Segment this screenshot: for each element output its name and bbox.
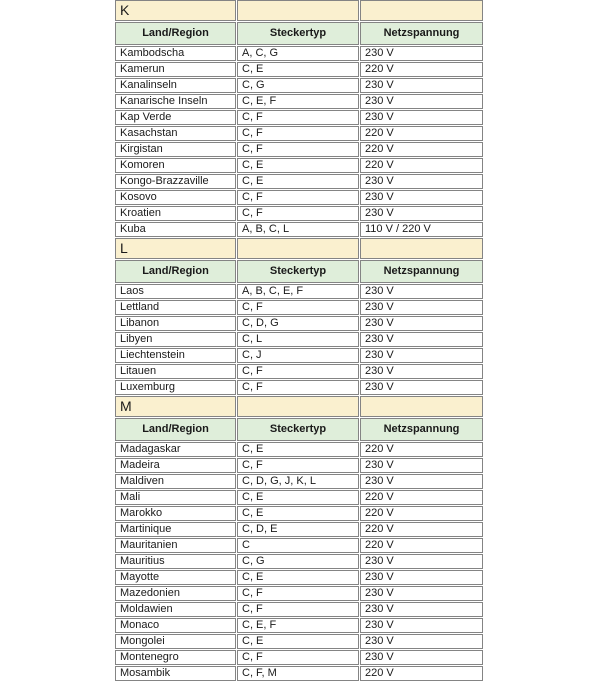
plug-type-cell: C, F — [237, 586, 359, 601]
voltage-cell: 230 V — [360, 618, 483, 633]
country-cell: Montenegro — [115, 650, 236, 665]
voltage-cell: 220 V — [360, 490, 483, 505]
plug-type-cell: C, D, G — [237, 316, 359, 331]
voltage-cell: 110 V / 220 V — [360, 222, 483, 237]
voltage-cell: 220 V — [360, 442, 483, 457]
country-cell: Libanon — [115, 316, 236, 331]
voltage-cell: 220 V — [360, 522, 483, 537]
voltage-cell: 230 V — [360, 174, 483, 189]
voltage-cell: 220 V — [360, 62, 483, 77]
country-cell: Martinique — [115, 522, 236, 537]
country-cell: Lettland — [115, 300, 236, 315]
voltage-cell: 230 V — [360, 94, 483, 109]
plug-type-cell: C, F — [237, 602, 359, 617]
plug-type-cell: C, D, E — [237, 522, 359, 537]
plug-type-cell: C, G — [237, 554, 359, 569]
table-row — [115, 570, 483, 585]
section-letter-row — [115, 238, 483, 259]
table-row — [115, 554, 483, 569]
country-cell: Monaco — [115, 618, 236, 633]
voltage-cell: 230 V — [360, 46, 483, 61]
table-row — [115, 62, 483, 77]
voltage-cell: 230 V — [360, 364, 483, 379]
voltage-cell: 230 V — [360, 206, 483, 221]
table-row — [115, 506, 483, 521]
table-row — [115, 666, 483, 681]
column-header: Land/Region — [115, 418, 236, 441]
column-header: Netzspannung — [360, 260, 483, 283]
country-cell: Liechtenstein — [115, 348, 236, 363]
plug-type-cell: C, F — [237, 190, 359, 205]
section-letter: M — [115, 396, 236, 417]
plug-type-cell: C, D, G, J, K, L — [237, 474, 359, 489]
table-row — [115, 206, 483, 221]
table-row — [115, 46, 483, 61]
country-cell: Kasachstan — [115, 126, 236, 141]
voltage-cell: 230 V — [360, 586, 483, 601]
column-header: Netzspannung — [360, 418, 483, 441]
plug-type-cell: C, E — [237, 490, 359, 505]
plug-type-cell: C, F — [237, 142, 359, 157]
country-cell: Mosambik — [115, 666, 236, 681]
voltage-cell: 230 V — [360, 554, 483, 569]
voltage-cell: 230 V — [360, 300, 483, 315]
country-cell: Litauen — [115, 364, 236, 379]
plug-type-cell: A, C, G — [237, 46, 359, 61]
country-cell: Libyen — [115, 332, 236, 347]
country-cell: Kamerun — [115, 62, 236, 77]
country-cell: Komoren — [115, 158, 236, 173]
voltage-cell: 220 V — [360, 126, 483, 141]
table-row — [115, 94, 483, 109]
voltage-cell: 230 V — [360, 570, 483, 585]
plug-type-cell: C, F — [237, 364, 359, 379]
section-empty-cell — [237, 0, 359, 21]
country-cell: Kap Verde — [115, 110, 236, 125]
column-header: Netzspannung — [360, 22, 483, 45]
section-letter-row — [115, 0, 483, 21]
table-row — [115, 650, 483, 665]
table-row — [115, 490, 483, 505]
voltage-cell: 230 V — [360, 650, 483, 665]
voltage-cell: 230 V — [360, 190, 483, 205]
country-cell: Kambodscha — [115, 46, 236, 61]
plug-type-cell: C, J — [237, 348, 359, 363]
country-cell: Madeira — [115, 458, 236, 473]
country-cell: Luxemburg — [115, 380, 236, 395]
section-empty-cell — [360, 238, 483, 259]
plug-type-cell: C, E — [237, 174, 359, 189]
table-row — [115, 602, 483, 617]
country-cell: Mongolei — [115, 634, 236, 649]
country-cell: Mauritius — [115, 554, 236, 569]
voltage-cell: 230 V — [360, 634, 483, 649]
plug-type-cell: C, E, F — [237, 94, 359, 109]
section-letter: L — [115, 238, 236, 259]
voltage-cell: 230 V — [360, 332, 483, 347]
table-row — [115, 300, 483, 315]
section-empty-cell — [360, 396, 483, 417]
plug-type-cell: C, E — [237, 506, 359, 521]
voltage-cell: 220 V — [360, 506, 483, 521]
table-row — [115, 442, 483, 457]
plug-type-cell: C, F — [237, 458, 359, 473]
country-cell: Mayotte — [115, 570, 236, 585]
table-row — [115, 284, 483, 299]
column-header: Land/Region — [115, 260, 236, 283]
plug-type-cell: C, F — [237, 110, 359, 125]
table-row — [115, 158, 483, 173]
country-cell: Kosovo — [115, 190, 236, 205]
country-cell: Kroatien — [115, 206, 236, 221]
voltage-cell: 230 V — [360, 474, 483, 489]
table-row — [115, 618, 483, 633]
table-row — [115, 78, 483, 93]
table-row — [115, 458, 483, 473]
plug-type-cell: C, G — [237, 78, 359, 93]
plug-type-cell: C — [237, 538, 359, 553]
country-cell: Kanalinseln — [115, 78, 236, 93]
table-row — [115, 332, 483, 347]
country-cell: Laos — [115, 284, 236, 299]
country-cell: Kirgistan — [115, 142, 236, 157]
table-row — [115, 634, 483, 649]
table-row — [115, 348, 483, 363]
plug-type-cell: C, F — [237, 300, 359, 315]
section-letter: K — [115, 0, 236, 21]
voltage-cell: 220 V — [360, 142, 483, 157]
voltage-cell: 230 V — [360, 316, 483, 331]
plug-type-cell: A, B, C, E, F — [237, 284, 359, 299]
plug-type-cell: C, F — [237, 126, 359, 141]
column-header: Steckertyp — [237, 418, 359, 441]
column-header: Land/Region — [115, 22, 236, 45]
table-row — [115, 110, 483, 125]
table-row — [115, 474, 483, 489]
plug-type-cell: C, F — [237, 380, 359, 395]
column-header-row — [115, 22, 483, 45]
country-cell: Kongo-Brazzaville — [115, 174, 236, 189]
country-cell: Kuba — [115, 222, 236, 237]
section-empty-cell — [360, 0, 483, 21]
voltage-cell: 230 V — [360, 458, 483, 473]
voltage-cell: 230 V — [360, 348, 483, 363]
column-header-row — [115, 260, 483, 283]
plug-type-cell: C, E — [237, 634, 359, 649]
plug-type-cell: C, E — [237, 158, 359, 173]
plug-type-cell: C, E, F — [237, 618, 359, 633]
plug-type-cell: C, L — [237, 332, 359, 347]
voltage-cell: 230 V — [360, 284, 483, 299]
country-cell: Moldawien — [115, 602, 236, 617]
country-cell: Marokko — [115, 506, 236, 521]
table-row — [115, 174, 483, 189]
plug-voltage-table — [114, 0, 484, 681]
column-header: Steckertyp — [237, 22, 359, 45]
voltage-cell: 220 V — [360, 538, 483, 553]
country-cell: Maldiven — [115, 474, 236, 489]
column-header: Steckertyp — [237, 260, 359, 283]
country-cell: Mauritanien — [115, 538, 236, 553]
plug-type-cell: C, F — [237, 206, 359, 221]
table-row — [115, 316, 483, 331]
voltage-cell: 220 V — [360, 666, 483, 681]
section-empty-cell — [237, 396, 359, 417]
table-row — [115, 538, 483, 553]
table-row — [115, 364, 483, 379]
voltage-cell: 230 V — [360, 380, 483, 395]
section-letter-row — [115, 396, 483, 417]
plug-type-cell: C, F, M — [237, 666, 359, 681]
column-header-row — [115, 418, 483, 441]
table-row — [115, 126, 483, 141]
plug-type-cell: A, B, C, L — [237, 222, 359, 237]
country-cell: Kanarische Inseln — [115, 94, 236, 109]
voltage-cell: 230 V — [360, 602, 483, 617]
table-row — [115, 142, 483, 157]
table-row — [115, 522, 483, 537]
voltage-cell: 230 V — [360, 78, 483, 93]
plug-type-cell: C, E — [237, 442, 359, 457]
voltage-cell: 230 V — [360, 110, 483, 125]
country-cell: Mali — [115, 490, 236, 505]
table-row — [115, 586, 483, 601]
plug-type-cell: C, F — [237, 650, 359, 665]
plug-type-cell: C, E — [237, 62, 359, 77]
table-row — [115, 380, 483, 395]
section-empty-cell — [237, 238, 359, 259]
table-row — [115, 190, 483, 205]
plug-type-cell: C, E — [237, 570, 359, 585]
country-cell: Madagaskar — [115, 442, 236, 457]
table-row — [115, 222, 483, 237]
country-cell: Mazedonien — [115, 586, 236, 601]
voltage-cell: 220 V — [360, 158, 483, 173]
